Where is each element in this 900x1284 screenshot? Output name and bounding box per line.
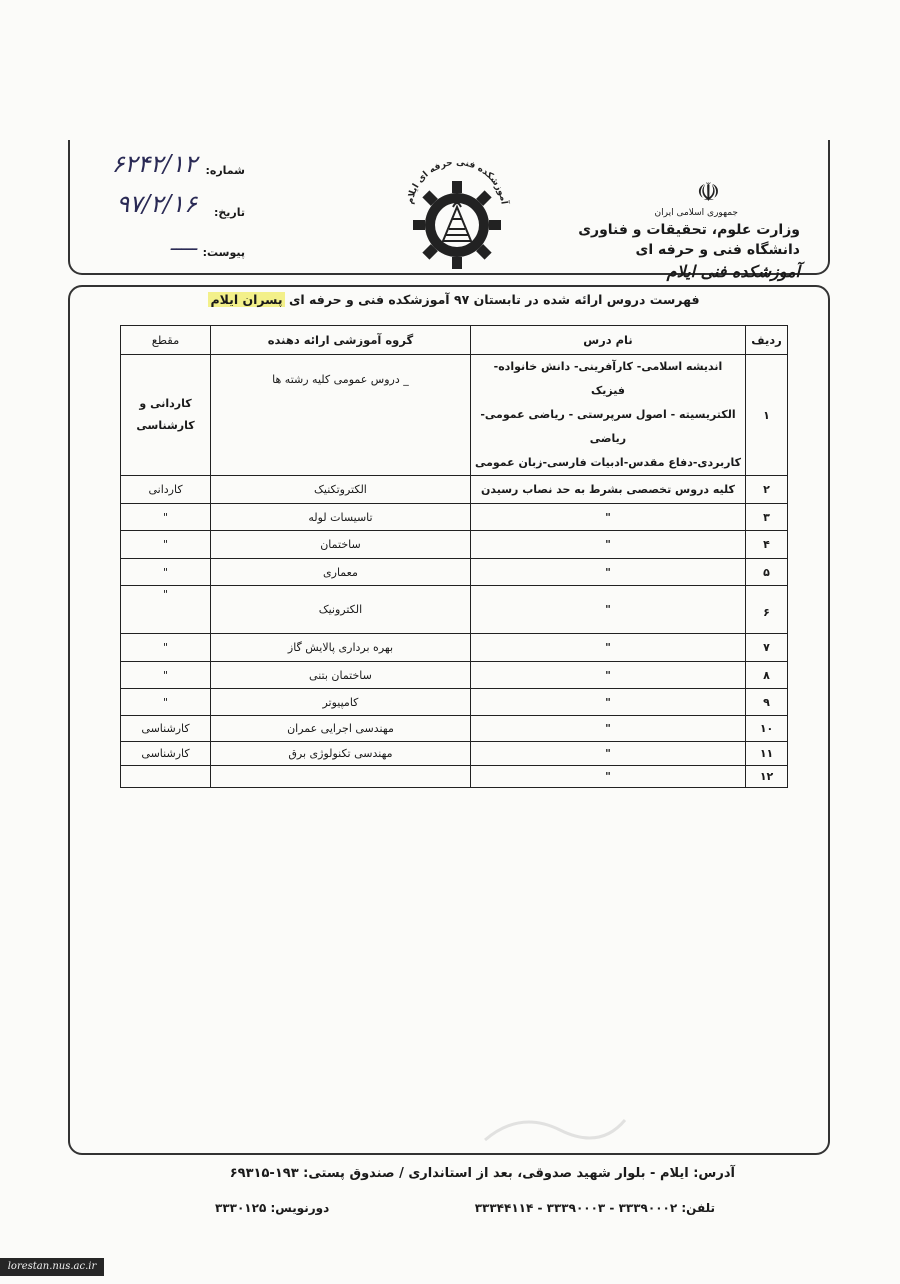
row-group: الکتروتکنیک	[211, 476, 471, 504]
level-line: کاردانی و	[139, 397, 192, 410]
table-header-row	[121, 326, 788, 355]
row-course	[470, 355, 745, 476]
college-name: آموزشکده فنی ایلام	[666, 262, 800, 281]
row-group: مهندسی اجرایی عمران	[211, 716, 471, 742]
ministry-block	[560, 180, 800, 281]
row-index: ۱۲	[746, 766, 788, 788]
row-course: "	[470, 716, 745, 742]
header-group: گروه آموزشی ارائه دهنده	[211, 326, 471, 355]
row-level	[121, 355, 211, 476]
row-group: مهندسی تکنولوژی برق	[211, 742, 471, 766]
courses-table	[120, 325, 788, 788]
university-name: دانشگاه فنی و حرفه ای	[635, 242, 800, 258]
row-level: کارشناسی	[121, 716, 211, 742]
course-line: الکتریسیته - اصول سرپرستی - ریاضی عمومی-ریاضی	[480, 408, 736, 445]
iran-emblem-icon: ☫	[696, 178, 720, 208]
row-group: ساختمان بتنی	[211, 662, 471, 689]
row-course: "	[470, 662, 745, 689]
ministry-name: وزارت علوم، تحقیقات و فناوری	[578, 222, 800, 238]
row-course: "	[470, 586, 745, 634]
row-index: ۱۱	[746, 742, 788, 766]
table-row	[121, 662, 788, 689]
footer-address: آدرس: ایلام - بلوار شهید صدوقی، بعد از استانداری / صندوق پستی: ۱۹۳-۶۹۳۱۵	[229, 1166, 735, 1181]
attachment-label: پیوست:	[202, 246, 245, 259]
row-index: ۸	[746, 662, 788, 689]
row-group	[211, 766, 471, 788]
date-label: تاریخ:	[213, 206, 245, 219]
table-row	[121, 586, 788, 634]
course-line: کاربردی-دفاع مقدس-ادبیات فارسی-زبان عمومی	[474, 456, 741, 469]
row-index: ۷	[746, 634, 788, 662]
number-label: شماره:	[205, 164, 245, 177]
emblem-caption: جمهوری اسلامی ایران	[654, 208, 738, 218]
row-course: "	[470, 504, 745, 531]
row-level: "	[121, 504, 211, 531]
row-course: "	[470, 531, 745, 559]
row-course: کلیه دروس تخصصی بشرط به حد نصاب رسیدن	[470, 476, 745, 504]
row-index: ۳	[746, 504, 788, 531]
document-title	[120, 292, 788, 307]
header-course: نام درس	[470, 326, 745, 355]
row-group: معماری	[211, 559, 471, 586]
row-index: ۶	[746, 586, 788, 634]
header-level: مقطع	[121, 326, 211, 355]
table-row	[121, 716, 788, 742]
row-course: "	[470, 559, 745, 586]
row-level: "	[121, 531, 211, 559]
seal-text: آموزشکده فنی حرفه ای ایلام	[405, 157, 509, 206]
table-row	[121, 689, 788, 716]
row-index: ۱۰	[746, 716, 788, 742]
row-level: "	[121, 634, 211, 662]
document-title-text: فهرست دروس ارائه شده در تابستان ۹۷ آموزشکده فنی و حرفه ای	[288, 292, 700, 307]
date-value: ۹۷/۲/۱۶	[116, 190, 197, 218]
row-group: بهره برداری پالایش گاز	[211, 634, 471, 662]
row-course: "	[470, 766, 745, 788]
row-index: ۴	[746, 531, 788, 559]
row-level	[121, 766, 211, 788]
row-group: تاسیسات لوله	[211, 504, 471, 531]
row-index: ۵	[746, 559, 788, 586]
college-seal-icon	[392, 140, 522, 270]
footer-fax: دورنویس: ۳۳۳۰۱۲۵	[215, 1201, 330, 1215]
level-line: کارشناسی	[136, 419, 195, 432]
site-badge[interactable]: lorestan.nus.ac.ir	[0, 1258, 104, 1276]
row-level: کاردانی	[121, 476, 211, 504]
table-row	[121, 634, 788, 662]
attachment-value: ـــــ	[170, 234, 197, 255]
row-index: ۱	[746, 355, 788, 476]
row-course: "	[470, 634, 745, 662]
document-title-highlight: پسران ایلام	[210, 292, 283, 307]
row-course: "	[470, 689, 745, 716]
row-level: کارشناسی	[121, 742, 211, 766]
table-row	[121, 742, 788, 766]
table-row	[121, 355, 788, 476]
row-index: ۲	[746, 476, 788, 504]
table-row	[121, 766, 788, 788]
number-value: ۶۲۴۲/۱۲	[111, 150, 197, 178]
row-group: _ دروس عمومی کلیه رشته ها	[211, 355, 471, 476]
row-index: ۹	[746, 689, 788, 716]
row-level: "	[121, 559, 211, 586]
header-index: ردیف	[746, 326, 788, 355]
row-group: ساختمان	[211, 531, 471, 559]
row-level: "	[121, 586, 211, 634]
table-row	[121, 559, 788, 586]
table-row	[121, 531, 788, 559]
row-course: "	[470, 742, 745, 766]
row-group: الکترونیک	[211, 586, 471, 634]
table-row	[121, 476, 788, 504]
table-row	[121, 504, 788, 531]
row-group: کامپیوتر	[211, 689, 471, 716]
row-level: "	[121, 662, 211, 689]
row-level: "	[121, 689, 211, 716]
faint-stamp-mark	[480, 1110, 630, 1150]
course-line: اندیشه اسلامی- کارآفرینی- دانش خانواده- فیزیک	[493, 360, 723, 397]
footer-phone: تلفن: ۳۳۳۹۰۰۰۲ - ۳۳۳۹۰۰۰۳ - ۳۳۳۴۴۱۱۴	[474, 1201, 715, 1215]
